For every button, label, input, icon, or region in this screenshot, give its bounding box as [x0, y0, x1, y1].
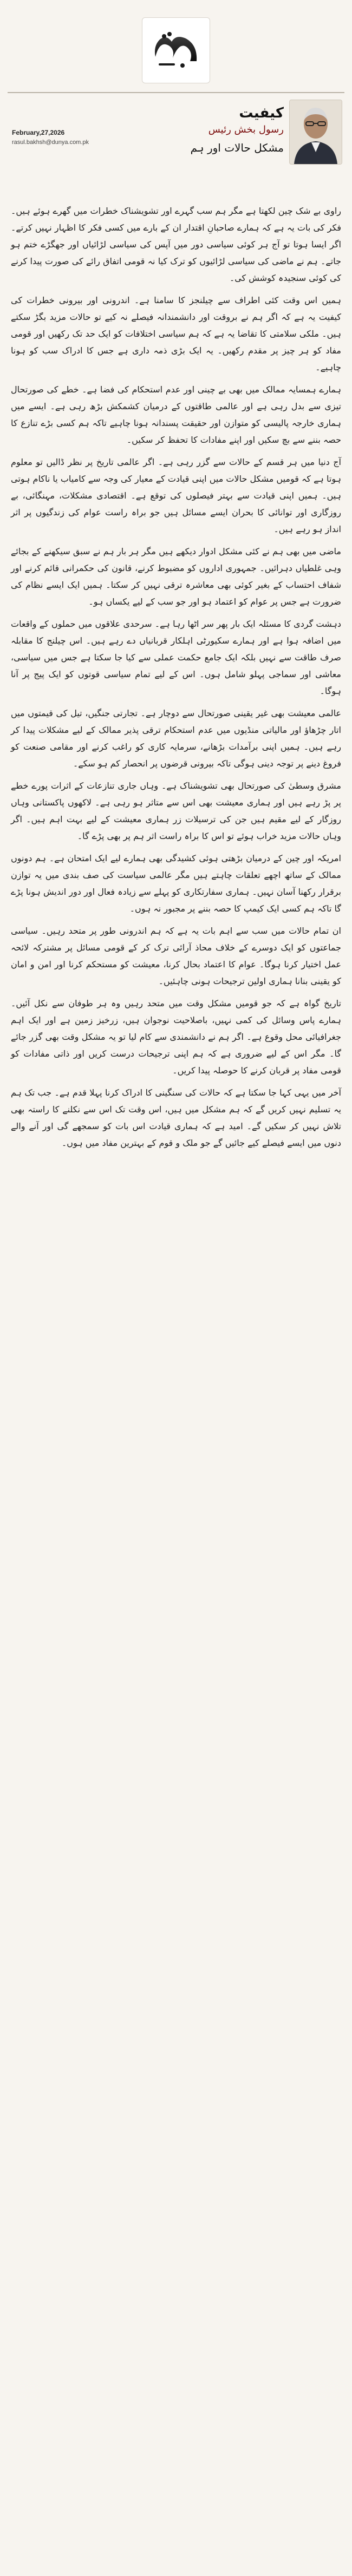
- article-paragraph: ان تمام حالات میں سب سے اہم بات یہ ہے کہ ہم اندرونی طور پر متحد رہیں۔ سیاسی جماعتوں کو ایک دوسرے کے خلاف محاذ آرائی ترک کر کے قومی مسائل پر مشترکہ لائحہ عمل اختیار کرنا ہوگا۔ عوام کا اعتماد بحال کرنا، معیشت کو مستحکم کرنا اور امن و امان کو یقینی بنانا ہماری اولین ترجیحات ہونی چاہئیں۔: [11, 926, 341, 986]
- article-paragraph: تاریخ گواہ ہے کہ جو قومیں مشکل وقت میں متحد رہیں وہ ہر طوفان سے نکل آئیں۔ ہمارے پاس وسائل کی کمی نہیں، باصلاحیت نوجوان ہیں، زرخیز زمین ہے اور ایک اہم جغرافیائی محل وقوع ہے۔ اگر ہم نے دانشمندی سے کام لیا تو یہ مشکل وقت بھی گزر جائے گا۔ مگر اس کے لیے ضروری ہے کہ ہم اپنی ترجیحات درست کریں اور ذاتی مفادات کو قومی مفاد پر قربان کرنے کا حوصلہ پیدا کریں۔: [11, 998, 341, 1076]
- byline: [191, 100, 342, 165]
- article-paragraph: امریکہ اور چین کے درمیان بڑھتی ہوئی کشیدگی بھی ہمارے لیے ایک امتحان ہے۔ ہم دونوں ممالک کے ساتھ اچھے تعلقات چاہتے ہیں مگر عالمی سیاست کی صف بندی میں یہ توازن برقرار رکھنا آسان نہیں۔ ہماری سفارتکاری کو پہلے سے زیادہ فعال اور دور اندیش ہونا پڑے گا تاکہ ہم کسی ایک کیمپ کا حصہ بننے پر مجبور نہ ہوں۔: [11, 853, 341, 914]
- article-paragraph: آخر میں یہی کہا جا سکتا ہے کہ حالات کی سنگینی کا ادراک کرنا پہلا قدم ہے۔ جب تک ہم یہ تسلیم نہیں کریں گے کہ ہم مشکل میں ہیں، اس وقت تک اس سے نکلنے کا راستہ بھی تلاش نہیں کر سکیں گے۔ امید ہے کہ ہماری قیادت اس بات کو سمجھے گی اور آنے والے دنوں میں ایسے فیصلے کیے جائیں گے جو ملک و قوم کے بہترین مفاد میں ہوں۔: [11, 1087, 341, 1148]
- article-paragraph: ماضی میں بھی ہم نے کئی مشکل ادوار دیکھے ہیں مگر ہر بار ہم نے سبق سیکھنے کے بجائے وہی غلطیاں دہرائیں۔ جمہوری اداروں کو مضبوط کرنے، قانون کی حکمرانی قائم کرنے اور شفاف احتساب کے بغیر کوئی بھی معاشرہ ترقی نہیں کر سکتا۔ ہمیں ایک ایسے نظام کی ضرورت ہے جس پر عوام کو اعتماد ہو اور جو سب کے لیے یکساں ہو۔: [11, 546, 341, 607]
- article-paragraph: راوی بے شک چین لکھتا ہے مگر ہم سب گہرے اور تشویشناک خطرات میں گھرے ہوئے ہیں۔ فکر کی بات یہ ہے کہ ہمارے صاحبانِ اقتدار ان کے بارے میں کسی فکر کا اظہار نہیں کرتے۔ اگر ایسا ہوتا تو آج ہر کوئی سیاسی دور میں آپس کی سیاسی لڑائیاں اور جھگڑے ختم ہو جاتے۔ ہم نے ماضی کی سیاسی لڑائیوں کو ترک کیا نہ قومی اتفاق رائے کی صورت پیدا کرنے کی کوئی سنجیدہ کوشش کی۔: [11, 206, 341, 283]
- column-meta: [12, 128, 89, 147]
- column-header: [8, 100, 344, 202]
- author-portrait-icon: [290, 100, 342, 164]
- dunya-logo: [142, 17, 210, 83]
- article-paragraph: عالمی معیشت بھی غیر یقینی صورتحال سے دوچار ہے۔ تجارتی جنگیں، تیل کی قیمتوں میں اتار چڑھاؤ اور مالیاتی منڈیوں میں عدم استحکام ترقی پذیر ممالک کے لیے مشکلات پیدا کر رہے ہیں۔ ہمیں اپنی برآمدات بڑھانے، سرمایہ کاری کو راغب کرنے اور مقامی صنعت کو فروغ دینے پر توجہ دینی ہوگی تاکہ بیرونی قرضوں پر انحصار کم ہو سکے۔: [11, 708, 341, 769]
- article-paragraph: ہمیں اس وقت کئی اطراف سے چیلنجز کا سامنا ہے۔ اندرونی اور بیرونی خطرات کی کیفیت یہ ہے کہ اگر ہم نے بروقت اور دانشمندانہ فیصلے نہ کیے تو حالات مزید بگڑ سکتے ہیں۔ ملکی سلامتی کا تقاضا یہ ہے کہ ہم سیاسی اختلافات کو ایک حد تک رکھیں اور قومی مفاد کو ہر چیز پر مقدم رکھیں۔ یہ ایک بڑی ذمہ داری ہے جس کا ادراک سب کو ہونا چاہیے۔: [11, 295, 341, 372]
- article-headline: مشکل حالات اور ہم: [190, 141, 284, 154]
- article-paragraph: ہمارے ہمسایہ ممالک میں بھی بے چینی اور عدم استحکام کی فضا ہے۔ خطے کی صورتحال تیزی سے بدل رہی ہے اور عالمی طاقتوں کے درمیان کشمکش بڑھ رہی ہے۔ ایسے میں ہماری خارجہ پالیسی کو متوازن اور حقیقت پسندانہ ہونا چاہیے تاکہ ہم کسی بڑے تنازع کا حصہ بننے سے بچ سکیں اور اپنے مفادات کا تحفظ کر سکیں۔: [11, 384, 341, 445]
- author-name: رسول بخش رئیس: [208, 124, 284, 135]
- masthead: [8, 10, 344, 91]
- dunya-logo-icon: [148, 23, 204, 77]
- article-paragraph: مشرق وسطیٰ کی صورتحال بھی تشویشناک ہے۔ وہاں جاری تنازعات کے اثرات پورے خطے پر پڑ رہے ہیں اور ہماری معیشت بھی اس سے متاثر ہو رہی ہے۔ لاکھوں پاکستانی وہاں روزگار کے لیے مقیم ہیں جن کی ترسیلات زر ہماری معیشت کے لیے بہت اہم ہیں۔ اگر وہاں حالات مزید خراب ہوئے تو اس کا براہ راست اثر ہم پر بھی پڑے گا۔: [11, 781, 341, 841]
- article-paragraph: دہشت گردی کا مسئلہ ایک بار پھر سر اٹھا رہا ہے۔ سرحدی علاقوں میں حملوں کے واقعات میں اضافہ ہوا ہے اور ہمارے سکیورٹی اہلکار قربانیاں دے رہے ہیں۔ اس چیلنج کا مقابلہ صرف طاقت سے نہیں بلکہ ایک جامع حکمت عملی سے کیا جا سکتا ہے جس میں سیاسی، معاشی اور سماجی پہلو شامل ہوں۔ اس کے لیے تمام سیاسی قوتوں کو ایک پیج پر آنا ہوگا۔: [11, 619, 341, 696]
- article-paragraph: آج دنیا میں ہر قسم کے حالات سے گزر رہی ہے۔ اگر عالمی تاریخ پر نظر ڈالیں تو معلوم ہوتا ہے کہ قومیں مشکل حالات میں اپنی قیادت کے معیار کی وجہ سے کامیاب یا ناکام ہوتی ہیں۔ ہمیں اپنی قیادت سے بہتر فیصلوں کی توقع ہے۔ اقتصادی مشکلات، مہنگائی، بے روزگاری اور توانائی کا بحران ایسے مسائل ہیں جو براہ راست عوام کی زندگیوں پر اثر انداز ہو رہے ہیں۔: [11, 457, 341, 534]
- byline-text: [191, 100, 284, 156]
- publish-date: February,27,2026: [12, 129, 65, 136]
- author-portrait: [289, 100, 342, 165]
- article-body: [8, 202, 344, 1151]
- masthead-divider: [8, 92, 344, 93]
- author-email[interactable]: rasul.bakhsh@dunya.com.pk: [12, 139, 89, 146]
- column-name: کیفیت: [239, 105, 284, 121]
